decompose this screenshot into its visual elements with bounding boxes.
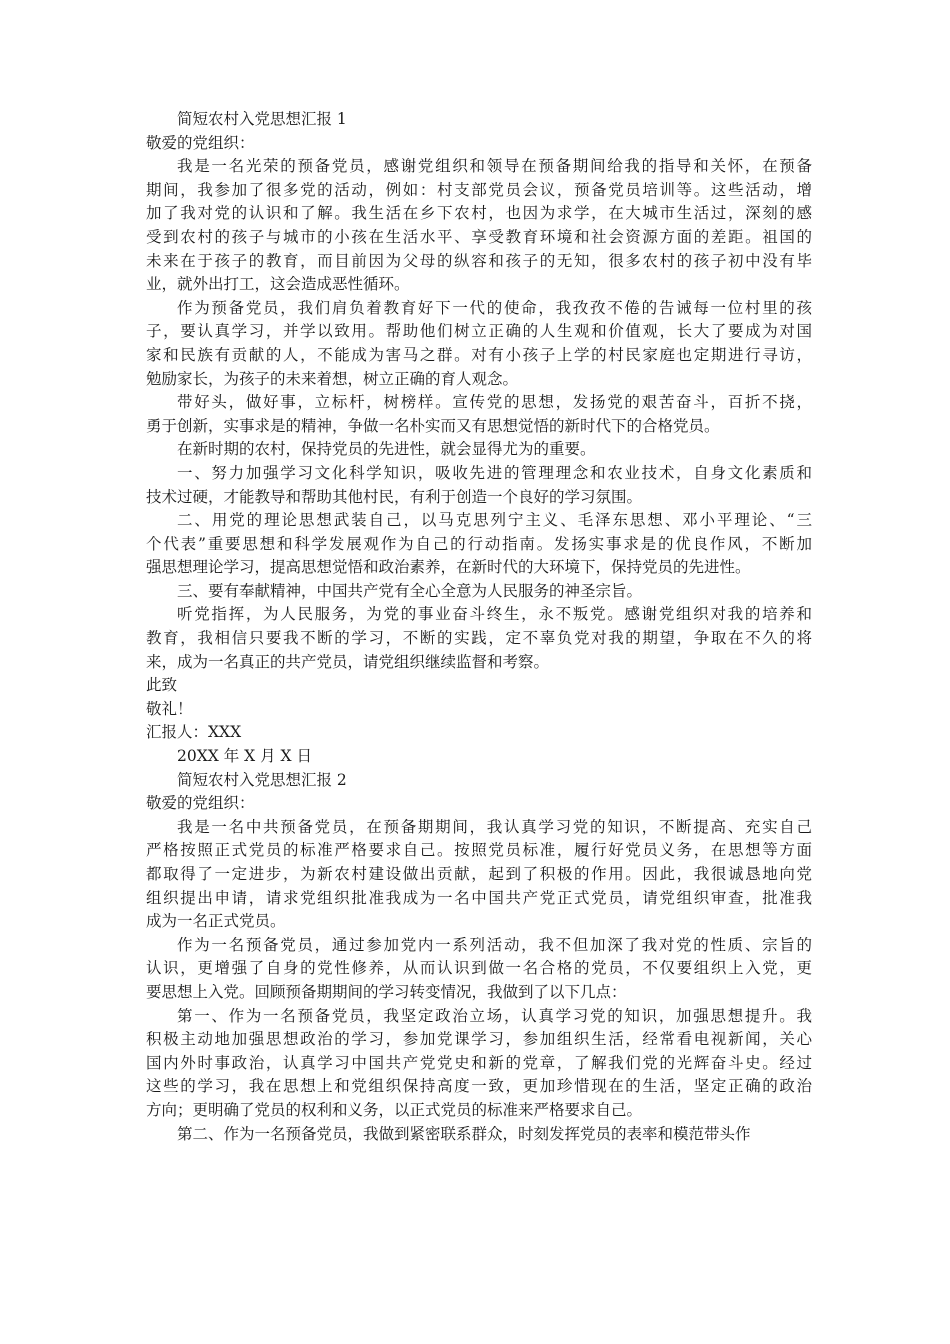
paragraph-line: 个代表”重要思想和科学发展观作为自己的行动指南。发扬实事求是的优良作风，不断加 (146, 534, 812, 553)
paragraph-line: 三、要有奉献精神，中国共产党有全心全意为人民服务的神圣宗旨。 (177, 581, 643, 600)
report-1-regards: 敬礼！ (146, 699, 193, 718)
paragraph-line: 我是一名光荣的预备党员，感谢党组织和领导在预备期间给我的指导和关怀，在预备 (177, 157, 812, 176)
paragraph (146, 391, 812, 438)
paragraph-line: 期间，我参加了很多党的活动，例如：村支部党员会议，预备党员培训等。这些活动，增 (146, 180, 812, 199)
paragraph (146, 155, 812, 297)
paragraph-line: 家和民族有贡献的人，不能成为害马之群。对有小孩子上学的村民家庭也定期进行寻访， (146, 345, 812, 364)
paragraph (146, 934, 812, 1005)
paragraph-line: 成为一名正式党员。 (146, 912, 286, 931)
paragraph-line: 受到农村的孩子与城市的小孩在生活水平、享受教育环境和社会资源方面的差距。祖国的 (146, 227, 812, 246)
paragraph (146, 1005, 812, 1123)
document-body (146, 108, 812, 1146)
paragraph-line: 都取得了一定进步，为新农村建设做出贡献，起到了积极的作用。因此，我很诚恳地向党 (146, 865, 812, 883)
report-2-salutation: 敬爱的党组织： (146, 794, 255, 813)
paragraph-line: 带好头，做好事，立标杆，树榜样。宣传党的思想，发扬党的艰苦奋斗，百折不挠， (177, 393, 812, 412)
paragraph-line: 组织提出申请，请求党组织批准我成为一名中国共产党正式党员，请党组织审查，批准我 (146, 888, 812, 907)
paragraph-line: 作为预备党员，我们肩负着教育好下一代的使命，我孜孜不倦的告诫每一位村里的孩 (177, 298, 812, 317)
paragraph-line: 第二、作为一名预备党员，我做到紧密联系群众，时刻发挥党员的表率和模范带头作 (177, 1124, 751, 1143)
paragraph-line: 未来在于孩子的教育，而目前因为父母的纵容和孩子的无知，很多农村的孩子初中没有毕 (146, 251, 812, 270)
paragraph (146, 509, 812, 580)
report-1-reporter: 汇报人：XXX (146, 723, 242, 742)
paragraph-line: 积极主动地加强思想政治的学习，参加党课学习，参加组织生活，经常看电视新闻，关心 (146, 1030, 812, 1049)
paragraph-line: 我是一名中共预备党员，在预备期期间，我认真学习党的知识，不断提高、充实自己 (177, 817, 812, 836)
report-1-body (146, 155, 812, 674)
paragraph-line: 一、努力加强学习文化科学知识，吸收先进的管理理念和农业技术，自身文化素质和 (177, 463, 812, 482)
paragraph (146, 462, 812, 509)
paragraph-line: 技术过硬，才能教导和帮助其他村民，有利于创造一个良好的学习氛围。 (146, 487, 643, 506)
report-1-title: 简短农村入党思想汇报 1 (177, 110, 347, 128)
paragraph-line: 要思想上入党。回顾预备期期间的学习转变情况，我做到了以下几点： (146, 982, 627, 1001)
report-2-title: 简短农村入党思想汇报 2 (177, 770, 347, 789)
paragraph-line: 听党指挥，为人民服务，为党的事业奋斗终生，永不叛党。感谢党组织对我的培养和 (177, 605, 812, 624)
paragraph-line: 加了我对党的认识和了解。我生活在乡下农村，也因为求学，在大城市生活过，深刻的感 (146, 204, 812, 223)
paragraph-line: 第一、作为一名预备党员，我坚定政治立场，认真学习党的知识，加强思想提升。我 (177, 1006, 812, 1025)
paragraph (146, 816, 812, 934)
paragraph-line: 作为一名预备党员，通过参加党内一系列活动，我不但加深了我对党的性质、宗旨的 (177, 935, 812, 954)
report-1-salutation: 敬爱的党组织： (146, 133, 255, 152)
paragraph-line: 认识，更增强了自身的党性修养，从而认识到做一名合格的党员，不仅要组织上入党，更 (146, 959, 812, 978)
paragraph-line: 业，就外出打工，这会造成恶性循环。 (146, 275, 410, 294)
paragraph (146, 580, 812, 604)
paragraph-line: 这些的学习，我在思想上和党组织保持高度一致，更加珍惜现在的生活，坚定正确的政治 (146, 1077, 812, 1096)
paragraph (146, 603, 812, 674)
paragraph-line: 严格按照正式党员的标准严格要求自己。按照党员标准，履行好党员义务，在思想等方面 (146, 841, 812, 860)
paragraph (146, 1123, 812, 1147)
paragraph (146, 438, 812, 462)
paragraph-line: 二、用党的理论思想武装自己，以马克思列宁主义、毛泽东思想、邓小平理论、“三 (177, 511, 812, 530)
paragraph-line: 勉励家长，为孩子的未来着想，树立正确的育人观念。 (146, 369, 519, 388)
paragraph-line: 教育，我相信只要我不断的学习，不断的实践，定不辜负党对我的期望，争取在不久的将 (146, 629, 812, 648)
paragraph (146, 297, 812, 391)
report-1-closing: 此致 (146, 676, 178, 695)
paragraph-line: 在新时期的农村，保持党员的先进性，就会显得尤为的重要。 (177, 440, 596, 459)
paragraph-line: 方向；更明确了党员的权利和义务，以正式党员的标准来严格要求自己。 (146, 1100, 643, 1119)
paragraph-line: 来，成为一名真正的共产党员，请党组织继续监督和考察。 (146, 652, 550, 671)
paragraph-line: 勇于创新，实事求是的精神，争做一名朴实而又有思想觉悟的新时代下的合格党员。 (146, 416, 720, 435)
paragraph-line: 子，要认真学习，并学以致用。帮助他们树立正确的人生观和价值观，长大了要成为对国 (146, 322, 812, 341)
report-2-body (146, 816, 812, 1146)
paragraph-line: 国内外时事政治，认真学习中国共产党党史和新的党章，了解我们党的光辉奋斗史。经过 (146, 1053, 812, 1072)
report-1-date: 20XX 年 X 月 X 日 (177, 747, 312, 766)
paragraph-line: 强思想理论学习，提高思想觉悟和政治素养，在新时代的大环境下，保持党员的先进性。 (146, 558, 751, 577)
